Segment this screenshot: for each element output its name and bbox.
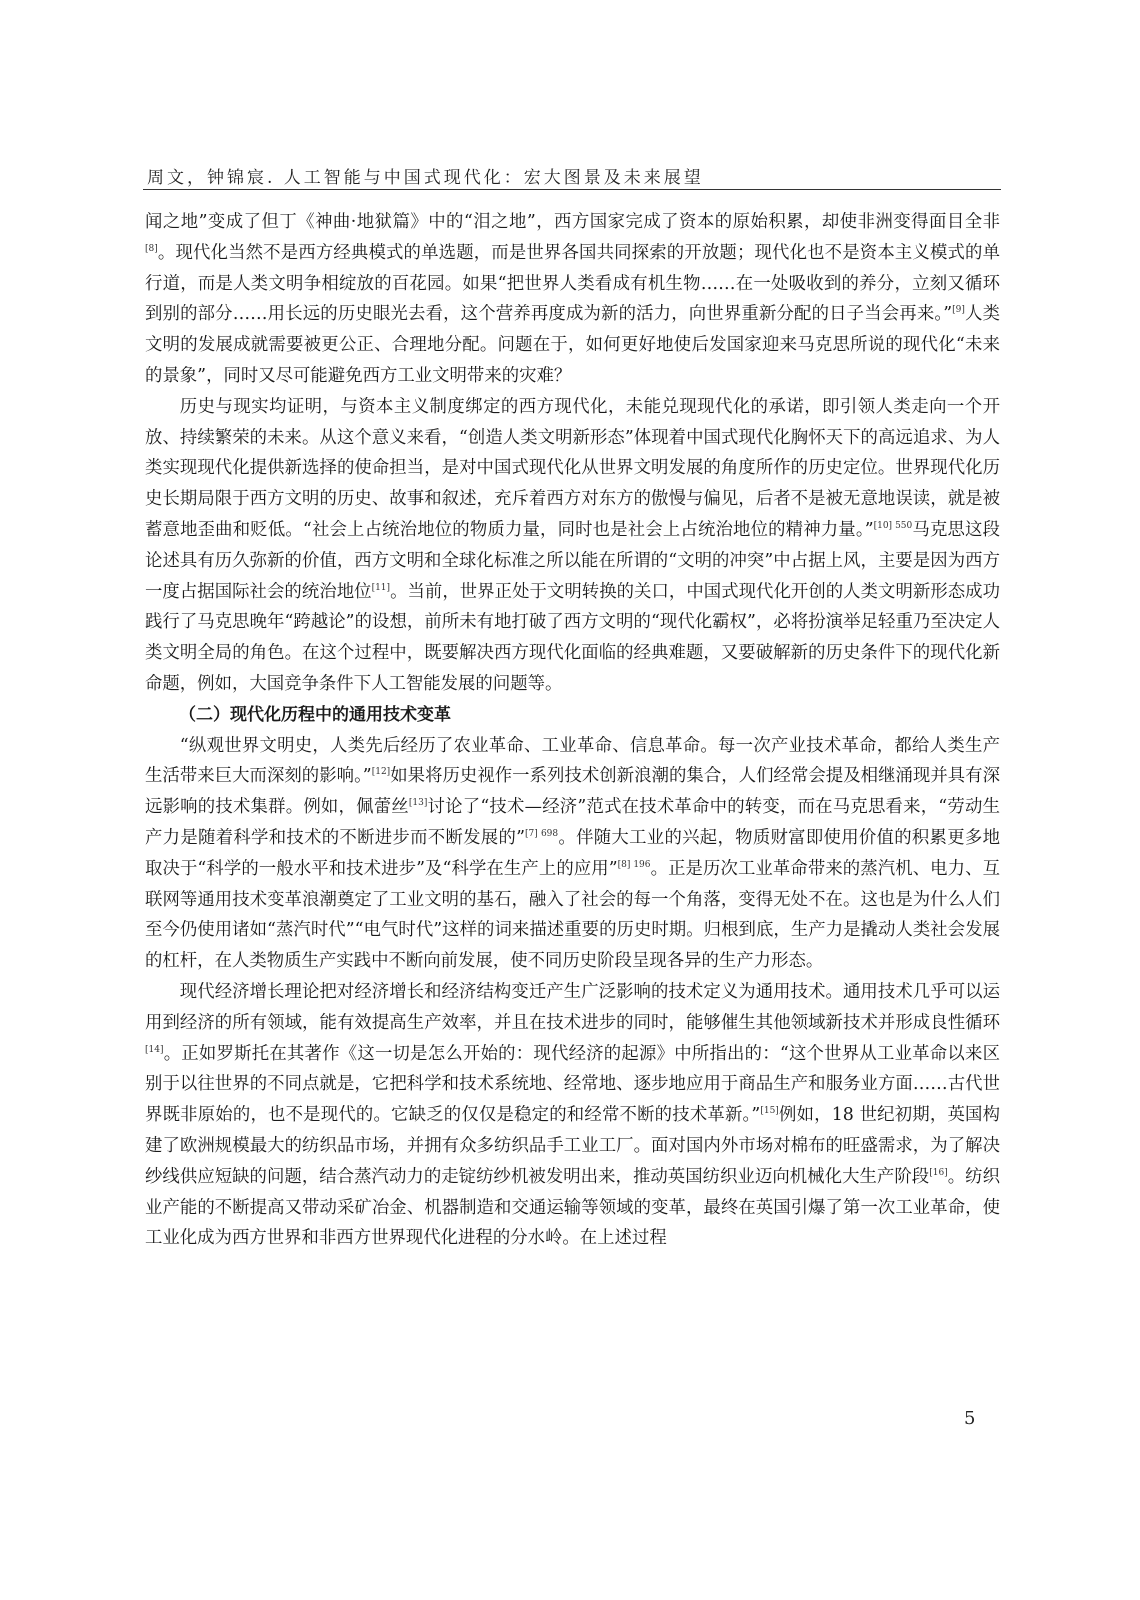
citation-marker: [11] — [371, 582, 391, 593]
citation-marker: [15] — [760, 1106, 779, 1117]
article-body — [145, 207, 1000, 1254]
text-run: 历史与现实均证明，与资本主义制度绑定的西方现代化，未能兑现现代化的承诺，即引领人类走向一个开放、持续繁荣的未来。从这个意义来看，“创造人类文明新形态”体现着中国式现代化胸怀天下的高远追求、为人类实现现代化提供新选择的使命担当，是对中国式现代化从世界文明发展的角度所作的历史定位。世界现代化历史长期局限于西方文明的历史、故事和叙述，充斥着西方对东方的傲慢与偏见，后者不是被无意地误读，就是被蓄意地歪曲和贬低。“社会上占统治地位的物质力量，同时也是社会上占统治地位的精神力量。” — [145, 396, 1000, 540]
text-run: 讨论了“技术—经济”范式在技术革命中的转变，而在马克思看来，“劳动生产力是随着科学和技术的不断进步而不断发展的” — [145, 797, 1000, 848]
text-run: 。当前，世界正处于文明转换的关口，中国式现代化开创的人类文明新形态成功践行了马克思晚年“跨越论”的设想，前所未有地打破了西方文明的“现代化霸权”，必将扮演举足轻重乃至决定人类文明全局的角色。在这个过程中，既要解决西方现代化面临的经典难题，又要破解新的历史条件下的现代化新命题，例如，大国竞争条件下人工智能发展的问题等。 — [145, 581, 1000, 694]
paragraph-4 — [145, 977, 1000, 1254]
running-header: 周文，钟锦宸. 人工智能与中国式现代化：宏大图景及未来展望 — [147, 168, 704, 188]
citation-marker: [14] — [145, 1044, 164, 1055]
citation-marker: [9] — [952, 305, 965, 316]
text-run: 。现代化当然不是西方经典模式的单选题，而是世界各国共同探索的开放题；现代化也不是资本主义模式的单行道，而是人类文明争相绽放的百花园。如果“把世界人类看成有机生物……在一处吸收到的养分，立刻又循环到别的部分……用长远的历史眼光去看，这个营养再度成为新的活力，向世界重新分配的日子当会再来。” — [145, 242, 1000, 325]
text-run: 闻之地”变成了但丁《神曲·地狱篇》中的“泪之地”，西方国家完成了资本的原始积累，却使非洲变得面目全非 — [145, 212, 1000, 232]
header-rule — [143, 189, 1001, 190]
section-heading: （二）现代化历程中的通用技术变革 — [179, 704, 451, 725]
text-run: 例如，18 世纪初期，英国构建了欧洲规模最大的纺织品市场，并拥有众多纺织品手工业工厂。面对国内外市场对棉布的旺盛需求，为了解决纱线供应短缺的问题，结合蒸汽动力的走锭纺纱机被发明出来，推动英国纺织业迈向机械化大生产阶段 — [145, 1105, 1000, 1187]
text-run: 。正是历次工业革命带来的蒸汽机、电力、互联网等通用技术变革浪潮奠定了工业文明的基石，融入了社会的每一个角落，变得无处不在。这也是为什么人们至今仍使用诸如“蒸汽时代”“电气时代”这样的词来描述重要的历史时期。归根到底，生产力是撬动人类社会发展的杠杆，在人类物质生产实践中不断向前发展，使不同历史阶段呈现各异的生产力形态。 — [145, 858, 1000, 972]
text-run: 人类文明的发展成就需要被更公正、合理地分配。问题在于，如何更好地使后发国家迎来马克思所说的现代化“未来的景象”，同时又尽可能避免西方工业文明带来的灾难？ — [145, 304, 1000, 386]
text-run: 马克思这段论述具有历久弥新的价值，西方文明和全球化标准之所以能在所谓的“文明的冲突”中占据上风，主要是因为西方一度占据国际社会的统治地位 — [145, 519, 1000, 602]
text-run: 。伴随大工业的兴起，物质财富即使用价值的积累更多地取决于“科学的一般水平和技术进步”及“科学在生产上的应用” — [145, 827, 1000, 879]
citation-marker: [7] 698 — [525, 828, 559, 839]
citation-marker: [10] 550 — [873, 520, 913, 531]
text-run: 。纺织业产能的不断提高又带动采矿冶金、机器制造和交通运输等领域的变革，最终在英国引爆了第一次工业革命，使工业化成为西方世界和非西方世界现代化进程的分水岭。在上述过程 — [145, 1166, 1000, 1249]
paragraph-2 — [145, 392, 1000, 700]
citation-marker: [13] — [408, 798, 428, 809]
text-run: 如果将历史视作一系列技术创新浪潮的集合，人们经常会提及相继涌现并具有深远影响的技术集群。例如，佩蕾丝 — [145, 766, 1000, 818]
text-run: 。正如罗斯托在其著作《这一切是怎么开始的：现代经济的起源》中所指出的：“这个世界从工业革命以来区别于以往世界的不同点就是，它把科学和技术系统地、经常地、逐步地应用于商品生产和服务业方面……古代世界既非原始的，也不是现代的。它缺乏的仅仅是稳定的和经常不断的技术革新。” — [145, 1043, 1000, 1126]
text-run: “纵观世界文明史，人类先后经历了农业革命、工业革命、信息革命。每一次产业技术革命，都给人类生产生活带来巨大而深刻的影响。” — [145, 735, 1000, 787]
citation-marker: [8] 196 — [617, 859, 651, 870]
citation-marker: [12] — [371, 767, 391, 778]
citation-marker: [8] — [145, 243, 158, 254]
paragraph-3 — [145, 731, 1000, 977]
text-run: 现代经济增长理论把对经济增长和经济结构变迁产生广泛影响的技术定义为通用技术。通用技术几乎可以运用到经济的所有领域，能有效提高生产效率，并且在技术进步的同时，能够催生其他领域新技术并形成良性循环 — [145, 981, 1000, 1033]
citation-marker: [16] — [929, 1167, 948, 1178]
paragraph-1 — [145, 207, 1000, 392]
page-number: 5 — [964, 1408, 976, 1429]
